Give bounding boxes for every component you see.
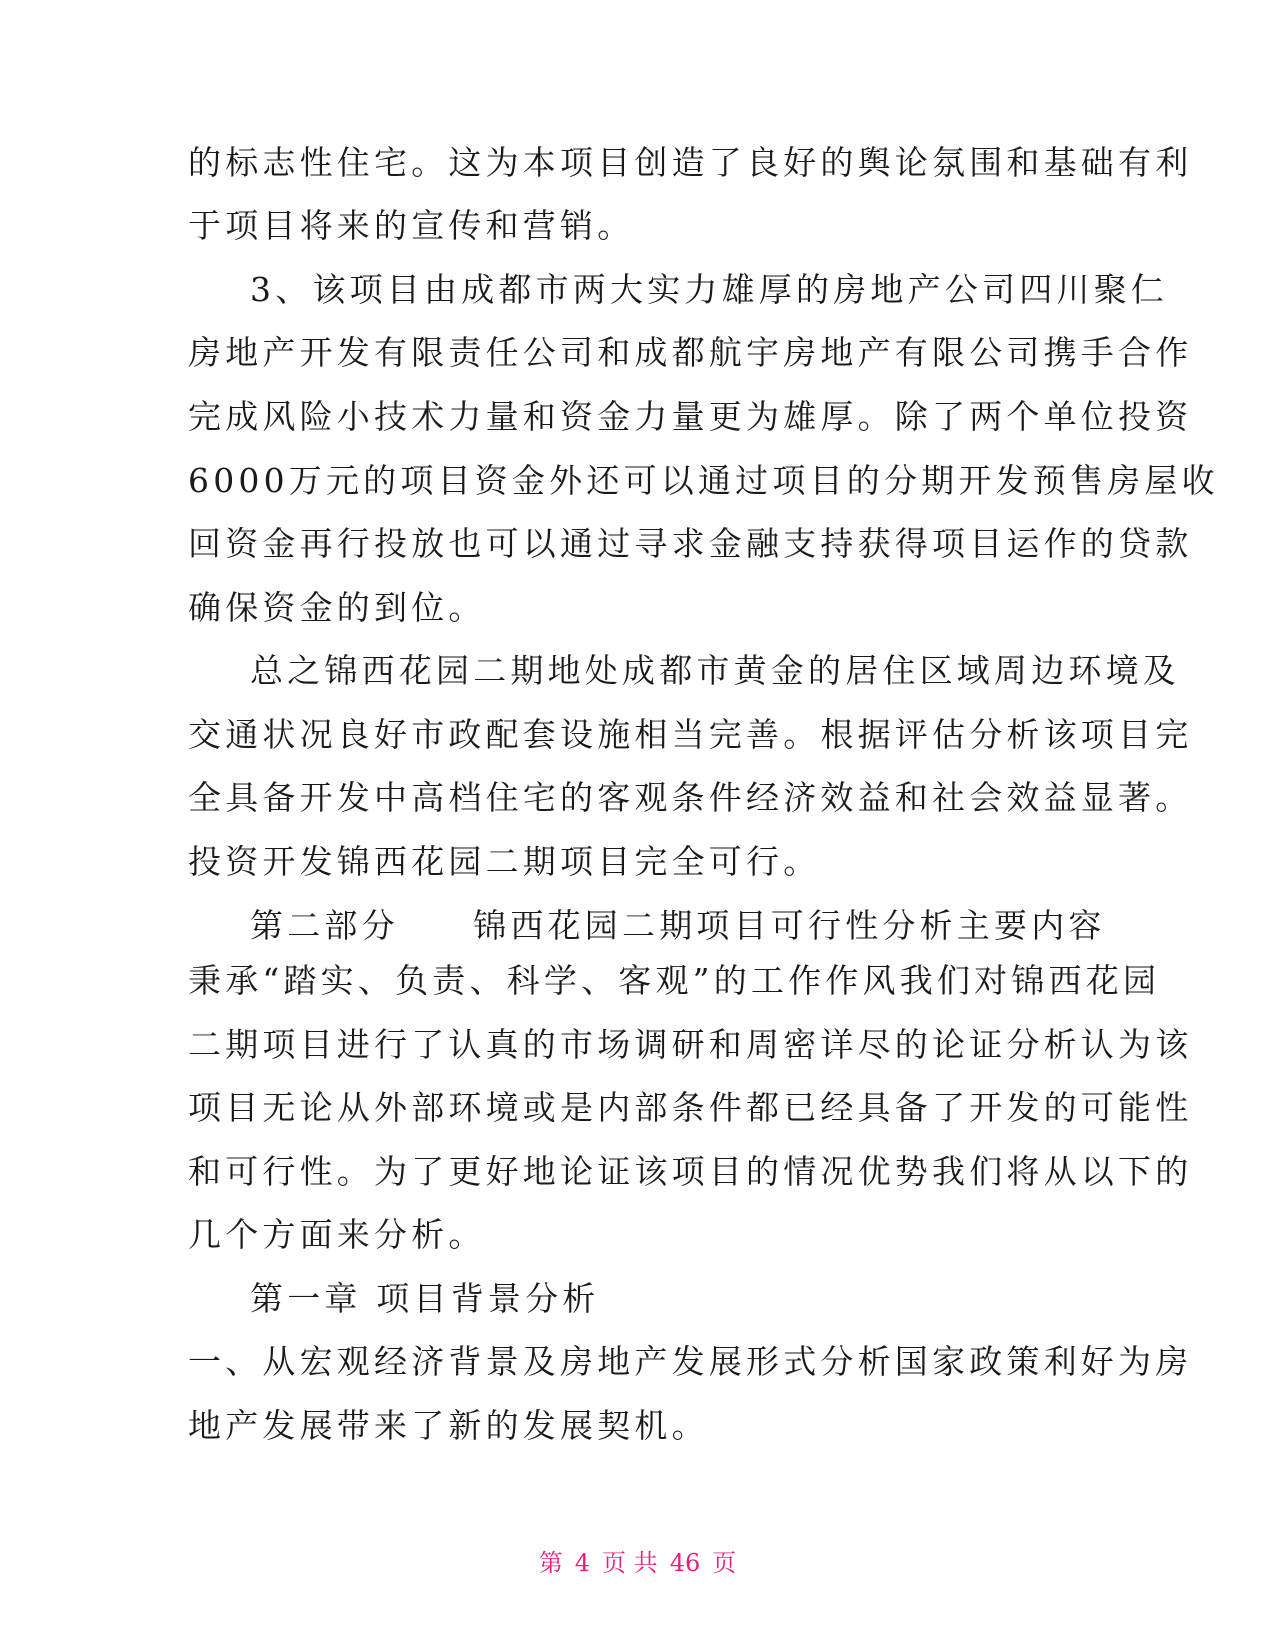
body-line: 和可行性。为了更好地论证该项目的情况优势我们将从以下的 bbox=[188, 1152, 1193, 1191]
body-line: 几个方面来分析。 bbox=[188, 1215, 486, 1254]
body-line: 确保资金的到位。 bbox=[188, 588, 486, 627]
body-line: 全具备开发中高档住宅的客观条件经济效益和社会效益显著。 bbox=[188, 778, 1193, 817]
body-line: 的标志性住宅。这为本项目创造了良好的舆论氛围和基础有利 bbox=[188, 143, 1193, 182]
body-line: 于项目将来的宣传和营销。 bbox=[188, 206, 635, 245]
body-line: 房地产开发有限责任公司和成都航宇房地产有限公司携手合作 bbox=[188, 333, 1193, 372]
page-total: 46 bbox=[669, 1549, 701, 1577]
section-heading-part-two: 第二部分 锦西花园二期项目可行性分析主要内容 bbox=[250, 906, 1106, 945]
footer-prefix: 第 bbox=[538, 1549, 563, 1577]
summary-paragraph-start: 总之锦西花园二期地处成都市黄金的居住区域周边环境及 bbox=[250, 651, 1180, 690]
paragraph-3-start: 3、该项目由成都市两大实力雄厚的房地产公司四川聚仁 bbox=[250, 270, 1168, 309]
body-line: 地产发展带来了新的发展契机。 bbox=[188, 1406, 709, 1445]
body-line: 完成风险小技术力量和资金力量更为雄厚。除了两个单位投资 bbox=[188, 397, 1193, 436]
body-line: 交通状况良好市政配套设施相当完善。根据评估分析该项目完 bbox=[188, 715, 1193, 754]
body-line: 项目无论从外部环境或是内部条件都已经具备了开发的可能性 bbox=[188, 1088, 1193, 1127]
body-line: 秉承“踏实、负责、科学、客观”的工作作风我们对锦西花园 bbox=[188, 961, 1161, 1000]
body-line: 回资金再行投放也可以通过寻求金融支持获得项目运作的贷款 bbox=[188, 524, 1193, 563]
page-number: 4 bbox=[574, 1549, 591, 1577]
body-line: 6000万元的项目资金外还可以通过项目的分期开发预售房屋收 bbox=[188, 461, 1219, 500]
body-line: 一、从宏观经济背景及房地产发展形式分析国家政策利好为房 bbox=[188, 1342, 1193, 1381]
body-line: 二期项目进行了认真的市场调研和周密详尽的论证分析认为该 bbox=[188, 1025, 1193, 1064]
body-line: 投资开发锦西花园二期项目完全可行。 bbox=[188, 842, 821, 881]
footer-middle: 页 共 bbox=[602, 1549, 658, 1577]
page-footer bbox=[0, 1548, 1275, 1578]
chapter-heading: 第一章 项目背景分析 bbox=[250, 1279, 600, 1318]
footer-suffix: 页 bbox=[712, 1549, 737, 1577]
